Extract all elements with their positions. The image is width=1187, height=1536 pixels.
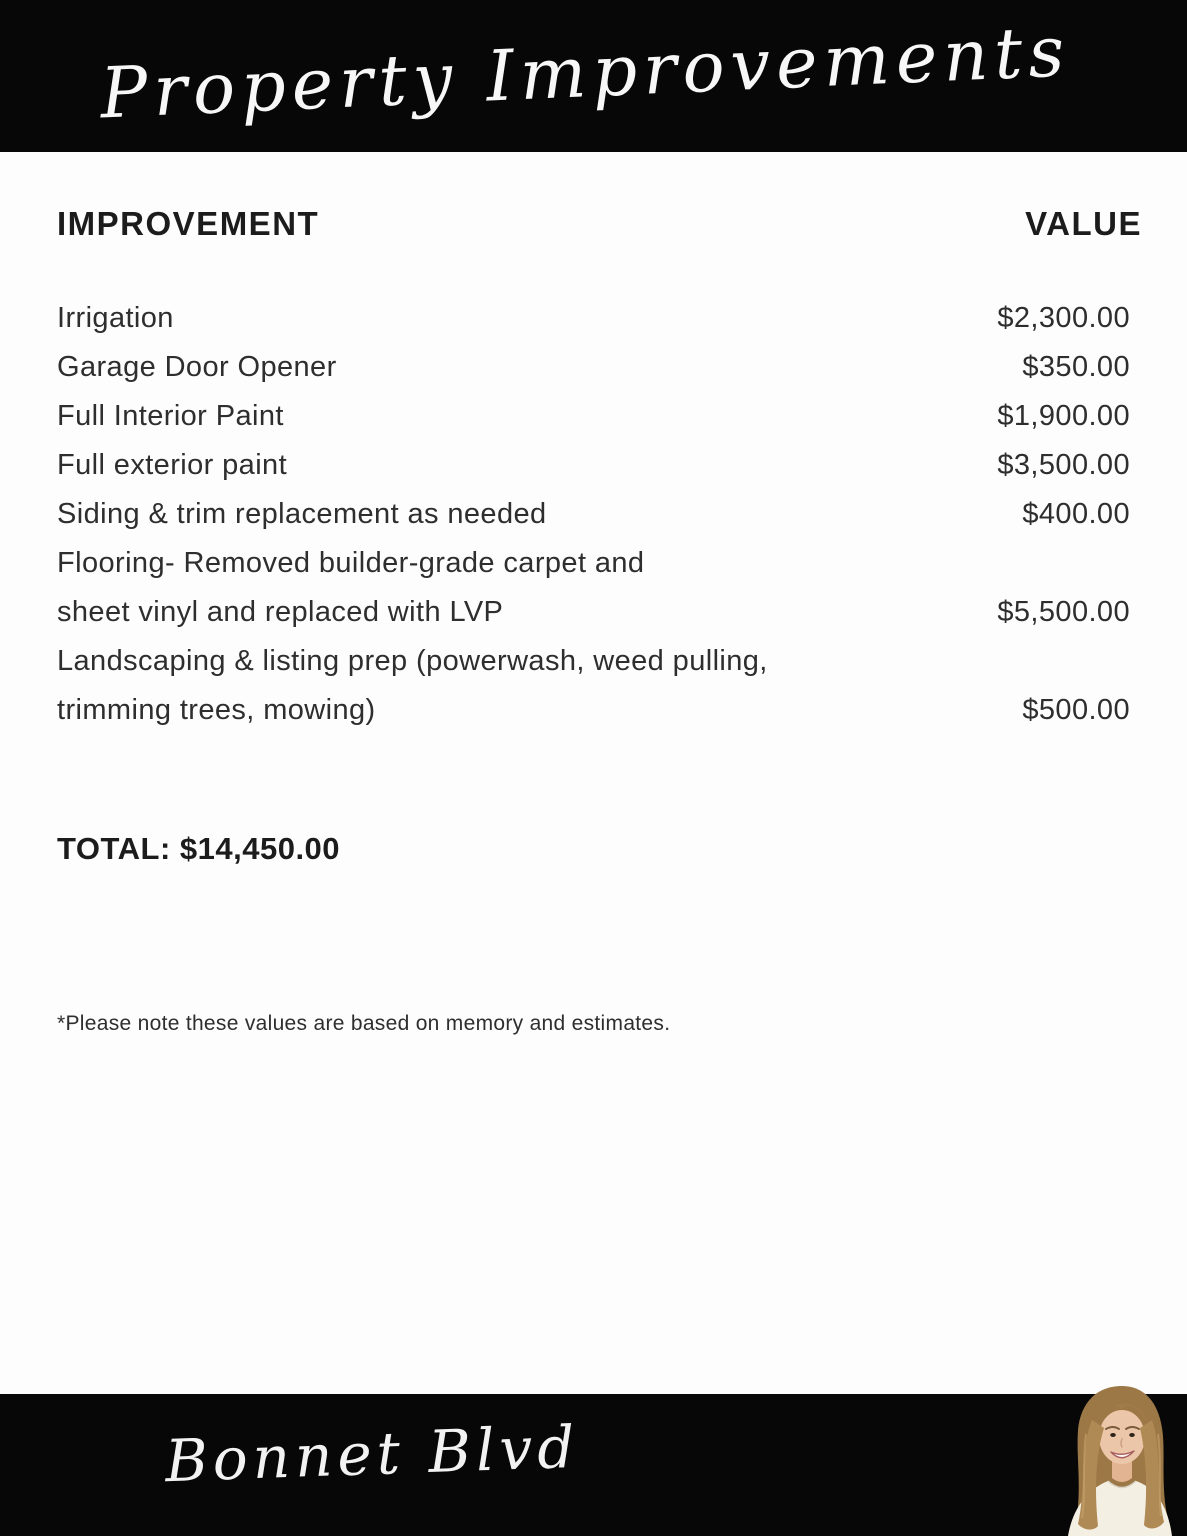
table-row	[57, 539, 1130, 588]
table-row	[57, 343, 1130, 392]
table-row	[57, 490, 1130, 539]
row-item-label: Full Interior Paint	[57, 400, 284, 432]
row-item-value: $1,900.00	[997, 400, 1130, 432]
row-item-label: Irrigation	[57, 302, 174, 334]
page-title: Property Improvements	[98, 10, 1073, 135]
row-item-label: sheet vinyl and replaced with LVP	[57, 596, 504, 628]
row-item-value: $5,500.00	[997, 596, 1130, 628]
row-item-value: $3,500.00	[997, 449, 1130, 481]
agent-photo	[1056, 1378, 1182, 1536]
row-item-value: $350.00	[1022, 351, 1130, 383]
total-line: TOTAL: $14,450.00	[57, 831, 341, 866]
row-item-value: $2,300.00	[997, 302, 1130, 334]
table-row	[57, 392, 1130, 441]
table-row	[57, 441, 1130, 490]
row-item-label: Flooring- Removed builder-grade carpet and	[57, 547, 645, 579]
table-row	[57, 637, 1130, 686]
row-item-value: $500.00	[1022, 694, 1130, 726]
table-row	[57, 294, 1130, 343]
table-row	[57, 686, 1130, 735]
row-item-value: $400.00	[1022, 498, 1130, 530]
brand-signature: Bonnet Blvd	[163, 1412, 581, 1496]
row-item-label: Landscaping & listing prep (powerwash, weed pulling,	[57, 645, 768, 677]
column-header-value: VALUE	[1025, 205, 1142, 242]
row-item-label: Siding & trim replacement as needed	[57, 498, 547, 530]
row-item-label: Full exterior paint	[57, 449, 288, 481]
disclaimer-note: *Please note these values are based on memory and estimates.	[57, 1012, 671, 1035]
header-banner	[0, 0, 1187, 152]
table-row	[57, 588, 1130, 637]
table-header	[57, 204, 1142, 244]
content-area	[57, 152, 1142, 1038]
row-item-label: Garage Door Opener	[57, 351, 337, 383]
column-header-improvement: IMPROVEMENT	[57, 205, 320, 242]
row-item-label: trimming trees, mowing)	[57, 694, 376, 726]
improvements-table	[57, 294, 1130, 735]
footer-banner	[0, 1394, 1187, 1536]
